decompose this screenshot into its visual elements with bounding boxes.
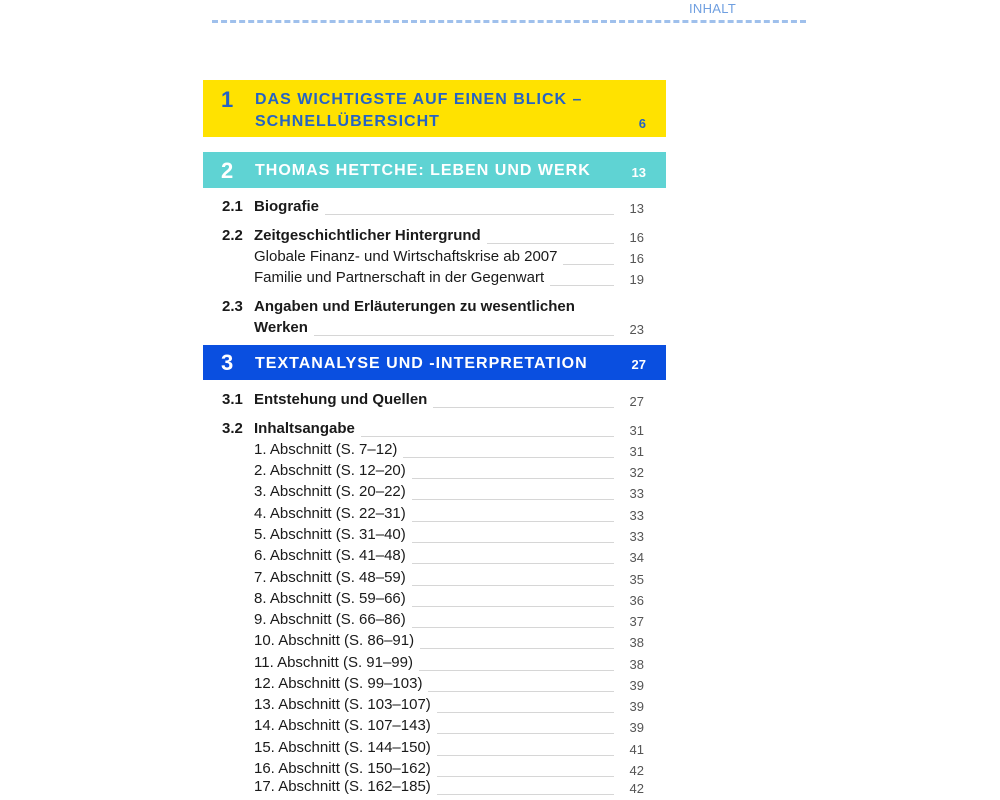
section-number: 2.3	[222, 298, 243, 315]
chapter-page: 13	[631, 165, 646, 180]
chapter-title: DAS WICHTIGSTE AUF EINEN BLICK – SCHNELLÜBERSICHT	[255, 91, 583, 130]
chapter-title: THOMAS HETTCHE: LEBEN UND WERK	[255, 162, 591, 179]
page-number: 33	[629, 529, 644, 544]
page-header-label: INHALT	[689, 1, 737, 16]
page-number: 42	[629, 763, 644, 778]
chapter-1-heading[interactable]	[203, 80, 666, 137]
section-title-continued: Werken	[254, 319, 314, 336]
chapter-page: 6	[638, 116, 646, 131]
subentry-title: 11. Abschnitt (S. 91–99)	[254, 654, 419, 671]
page-number: 31	[629, 423, 644, 438]
page-number: 38	[629, 657, 644, 672]
toc-subentry[interactable]	[222, 590, 652, 612]
chapter-3-heading[interactable]	[203, 345, 666, 380]
subentry-title: 2. Abschnitt (S. 12–20)	[254, 462, 412, 479]
section-number: 2.2	[222, 227, 243, 244]
toc-subentry[interactable]	[222, 654, 652, 676]
toc-subentry[interactable]	[222, 547, 652, 569]
page-number: 39	[629, 699, 644, 714]
page-number: 16	[629, 251, 644, 266]
subentry-title: 6. Abschnitt (S. 41–48)	[254, 547, 412, 564]
subentry-title: 16. Abschnitt (S. 150–162)	[254, 760, 437, 777]
section-title: Angaben und Erläuterungen zu wesentlichen	[254, 298, 581, 315]
toc-subentry[interactable]	[222, 269, 652, 291]
subentry-title: 1. Abschnitt (S. 7–12)	[254, 441, 403, 458]
subentry-title: 10. Abschnitt (S. 86–91)	[254, 632, 420, 649]
subentry-title: 3. Abschnitt (S. 20–22)	[254, 483, 412, 500]
page-number: 27	[629, 394, 644, 409]
toc-subentry[interactable]	[222, 569, 652, 591]
subentry-title: 5. Abschnitt (S. 31–40)	[254, 526, 412, 543]
subentry-title: Globale Finanz- und Wirtschaftskrise ab 2007	[254, 248, 563, 265]
section-number: 3.2	[222, 420, 243, 437]
subentry-title: 17. Abschnitt (S. 162–185)	[254, 778, 437, 795]
subentry-title: 7. Abschnitt (S. 48–59)	[254, 569, 412, 586]
section-title: Zeitgeschichtlicher Hintergrund	[254, 227, 487, 244]
page-number: 19	[629, 272, 644, 287]
toc-subentry[interactable]	[222, 505, 652, 527]
toc-subentry[interactable]	[222, 675, 652, 697]
subentry-title: Familie und Partnerschaft in der Gegenwart	[254, 269, 550, 286]
page-number: 41	[629, 742, 644, 757]
toc-subentry[interactable]	[222, 462, 652, 484]
toc-entry-2-2[interactable]	[222, 227, 652, 249]
page-number: 16	[629, 230, 644, 245]
page-number: 33	[629, 486, 644, 501]
subentry-title: 9. Abschnitt (S. 66–86)	[254, 611, 412, 628]
page-number: 37	[629, 614, 644, 629]
toc-subentry[interactable]	[222, 717, 652, 739]
chapter-title: TEXTANALYSE UND -INTERPRETATION	[255, 355, 588, 372]
page-number: 39	[629, 720, 644, 735]
page-number: 13	[629, 201, 644, 216]
page-number: 34	[629, 550, 644, 565]
page-number: 38	[629, 635, 644, 650]
toc-subentry[interactable]	[222, 483, 652, 505]
subentry-title: 8. Abschnitt (S. 59–66)	[254, 590, 412, 607]
toc-entry-3-1[interactable]	[222, 391, 652, 413]
page-number: 32	[629, 465, 644, 480]
page-number: 36	[629, 593, 644, 608]
chapter-page: 27	[631, 357, 646, 372]
toc-subentry[interactable]	[222, 696, 652, 718]
chapter-number: 1	[221, 87, 234, 112]
toc-subentry[interactable]	[222, 441, 652, 463]
page-number: 39	[629, 678, 644, 693]
toc-subentry[interactable]	[222, 526, 652, 548]
chapter-2-heading[interactable]	[203, 152, 666, 188]
page-number: 23	[629, 322, 644, 337]
section-number: 3.1	[222, 391, 243, 408]
toc-entry-2-1[interactable]	[222, 198, 652, 220]
toc-subentry[interactable]	[222, 739, 652, 761]
chapter-number: 3	[221, 350, 234, 375]
page-number: 35	[629, 572, 644, 587]
subentry-title: 13. Abschnitt (S. 103–107)	[254, 696, 437, 713]
section-title: Biografie	[254, 198, 325, 215]
toc-entry-3-2[interactable]	[222, 420, 652, 442]
section-title: Inhaltsangabe	[254, 420, 361, 437]
subentry-title: 4. Abschnitt (S. 22–31)	[254, 505, 412, 522]
subentry-title: 12. Abschnitt (S. 99–103)	[254, 675, 428, 692]
toc-subentry[interactable]	[222, 611, 652, 633]
page-number: 31	[629, 444, 644, 459]
subentry-title: 15. Abschnitt (S. 144–150)	[254, 739, 437, 756]
chapter-number: 2	[221, 158, 234, 183]
page-number: 33	[629, 508, 644, 523]
page-number: 42	[629, 781, 644, 796]
toc-subentry[interactable]	[222, 632, 652, 654]
toc-entry-2-3[interactable]	[222, 298, 652, 337]
toc-subentry[interactable]	[222, 778, 652, 800]
section-title: Entstehung und Quellen	[254, 391, 433, 408]
toc-subentry[interactable]	[222, 248, 652, 270]
subentry-title: 14. Abschnitt (S. 107–143)	[254, 717, 437, 734]
section-number: 2.1	[222, 198, 243, 215]
